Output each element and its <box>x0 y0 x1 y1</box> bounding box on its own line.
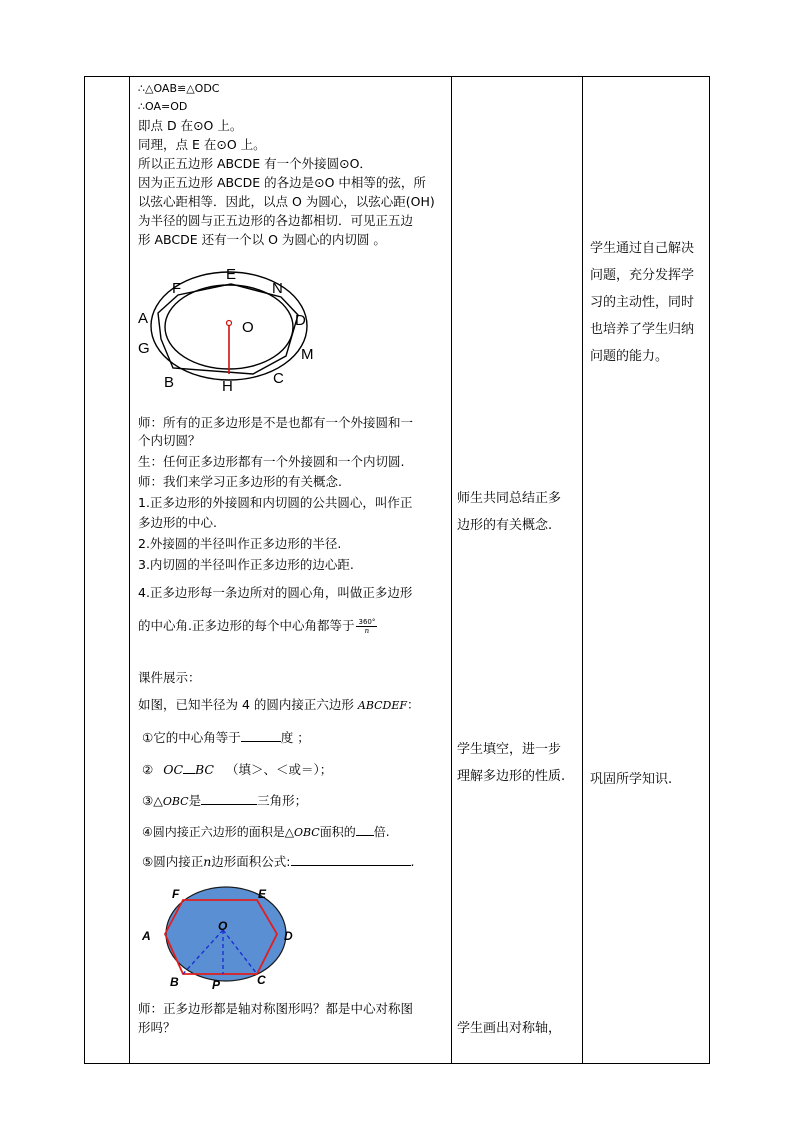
consolidate-text: 巩固所学知识. <box>590 772 673 787</box>
label-e: E <box>258 887 267 901</box>
dialog-line: 个内切圆？ <box>138 433 201 448</box>
q3-text: ③△ <box>142 793 163 808</box>
q3-is: 是 <box>188 793 202 808</box>
problem-intro <box>138 696 420 715</box>
label-e: E <box>226 267 237 283</box>
label-o: O <box>242 319 254 336</box>
label-n: N <box>272 280 283 297</box>
question-5 <box>142 853 414 871</box>
column-divider-2 <box>451 77 452 1063</box>
fraction-360-over-n <box>356 618 377 635</box>
dialog-line: 师：所有的正多边形是不是也都有一个外接圆和一 <box>138 415 414 430</box>
proof-line: 即点 D 在⊙O 上。 <box>138 118 243 133</box>
closing-question: 师：正多边形都是轴对称图形吗？都是中心对称图 <box>138 1001 414 1016</box>
label-d: D <box>284 929 293 943</box>
question-1 <box>142 729 310 747</box>
question-2 <box>142 761 332 779</box>
central-angle-line <box>138 617 377 635</box>
label-b: B <box>170 975 179 989</box>
student-axis-text: 学生画出对称轴， <box>457 1021 562 1036</box>
label-m: M <box>301 346 314 363</box>
question-3 <box>142 792 307 811</box>
design-intent-text: 学生通过自己解决问题，充分发挥学习的主动性，同时也培养了学生归纳问题的能力。 <box>590 241 695 364</box>
proof-line: 为半径的圆与正五边形的各边都相切．可见正五边 <box>138 213 414 228</box>
closing-question: 形吗？ <box>138 1020 176 1035</box>
q2-text: ② <box>142 762 154 777</box>
q5-text: ⑤圆内接正 <box>142 854 204 869</box>
label-h: H <box>222 378 233 391</box>
q2-blank[interactable] <box>183 761 195 774</box>
teaching-content-column <box>130 77 451 1063</box>
label-f: F <box>172 887 180 901</box>
fraction-denominator: n <box>364 627 370 635</box>
definition-line: 4.正多边形每一条边所对的圆心角，叫做正多边形 <box>138 585 413 600</box>
label-a: A <box>138 310 149 327</box>
q5-n: n <box>203 854 212 869</box>
label-c: C <box>273 370 284 387</box>
proof-line: ∴△OAB≌△ODC <box>138 82 220 95</box>
label-o: O <box>218 919 228 933</box>
q2-oc: OC <box>163 762 184 777</box>
definition-line: 2.外接圆的半径叫作正多边形的半径. <box>138 536 342 551</box>
proof-line: 同理，点 E 在⊙O 上。 <box>138 137 266 152</box>
q5-suffix: . <box>410 854 415 869</box>
q1-suffix: 度 ； <box>280 730 310 745</box>
q4-blank[interactable] <box>356 823 374 836</box>
central-angle-text: 的中心角.正多边形的每个中心角都等于 <box>138 618 355 633</box>
proof-line: 形 ABCDE 还有一个以 O 为圆心的内切圆 。 <box>138 232 386 247</box>
q3-suffix: 三角形； <box>257 793 308 808</box>
lesson-table <box>84 76 710 1064</box>
dialog-line: 师：我们来学习正多边形的有关概念. <box>138 474 342 489</box>
polygon-outline <box>158 284 298 374</box>
q5-blank[interactable] <box>291 853 411 866</box>
q5-mid: 边形面积公式: <box>211 854 291 869</box>
student-summary-text: 师生共同总结正多边形的有关概念. <box>457 491 562 533</box>
center-point <box>227 321 232 326</box>
label-b: B <box>164 374 175 391</box>
question-4 <box>142 823 390 842</box>
hexagon-circle-figure <box>140 884 310 990</box>
column-divider-3 <box>582 77 583 1063</box>
label-g: G <box>138 340 150 357</box>
problem-intro-text: 如图，已知半径为 4 的圆内接正六边形 <box>138 697 354 712</box>
q4-triangle: OBC <box>294 826 320 839</box>
q4-text: ④圆内接正六边形的面积是△ <box>142 825 294 839</box>
label-a: A <box>142 929 151 943</box>
q1-blank[interactable] <box>241 729 281 742</box>
fraction-numerator: 360° <box>358 618 376 626</box>
q1-text: ①它的中心角等于 <box>142 730 241 745</box>
label-d: D <box>295 312 306 329</box>
label-f: F <box>172 280 182 297</box>
pentagon-circles-figure <box>138 267 322 391</box>
dialog-line: 生：任何正多边形都有一个外接圆和一个内切圆. <box>138 454 405 469</box>
problem-colon: ： <box>407 697 420 712</box>
q2-bc: BC <box>195 762 214 777</box>
student-fill-text: 学生填空，进一步理解多边形的性质. <box>457 742 566 784</box>
q2-suffix: （填＞、＜或＝）； <box>225 762 333 777</box>
q4-suffix: 倍. <box>373 825 390 839</box>
q3-triangle: OBC <box>162 795 189 808</box>
circle-fill <box>166 887 286 981</box>
proof-line: 所以正五边形 ABCDE 有一个外接圆⊙O． <box>138 156 372 171</box>
definition-line: 1.正多边形的外接圆和内切圆的公共圆心，叫作正 <box>138 495 413 510</box>
definition-line: 多边形的中心. <box>138 515 217 530</box>
proof-line: 因为正五边形 ABCDE 的各边是⊙O 中相等的弦，所 <box>138 175 426 190</box>
label-p: P <box>212 978 221 990</box>
label-c: C <box>257 973 266 987</box>
courseware-title: 课件展示： <box>138 670 201 685</box>
q4-mid: 面积的 <box>319 825 356 839</box>
hexagon-name: ABCDEF <box>357 699 408 712</box>
q3-blank[interactable] <box>201 792 257 805</box>
proof-line: ∴OA=OD <box>138 100 188 113</box>
definition-line: 3.内切圆的半径叫作正多边形的边心距. <box>138 557 354 572</box>
proof-line: 以弦心距相等．因此，以点 O 为圆心，以弦心距(OH) <box>138 194 435 209</box>
